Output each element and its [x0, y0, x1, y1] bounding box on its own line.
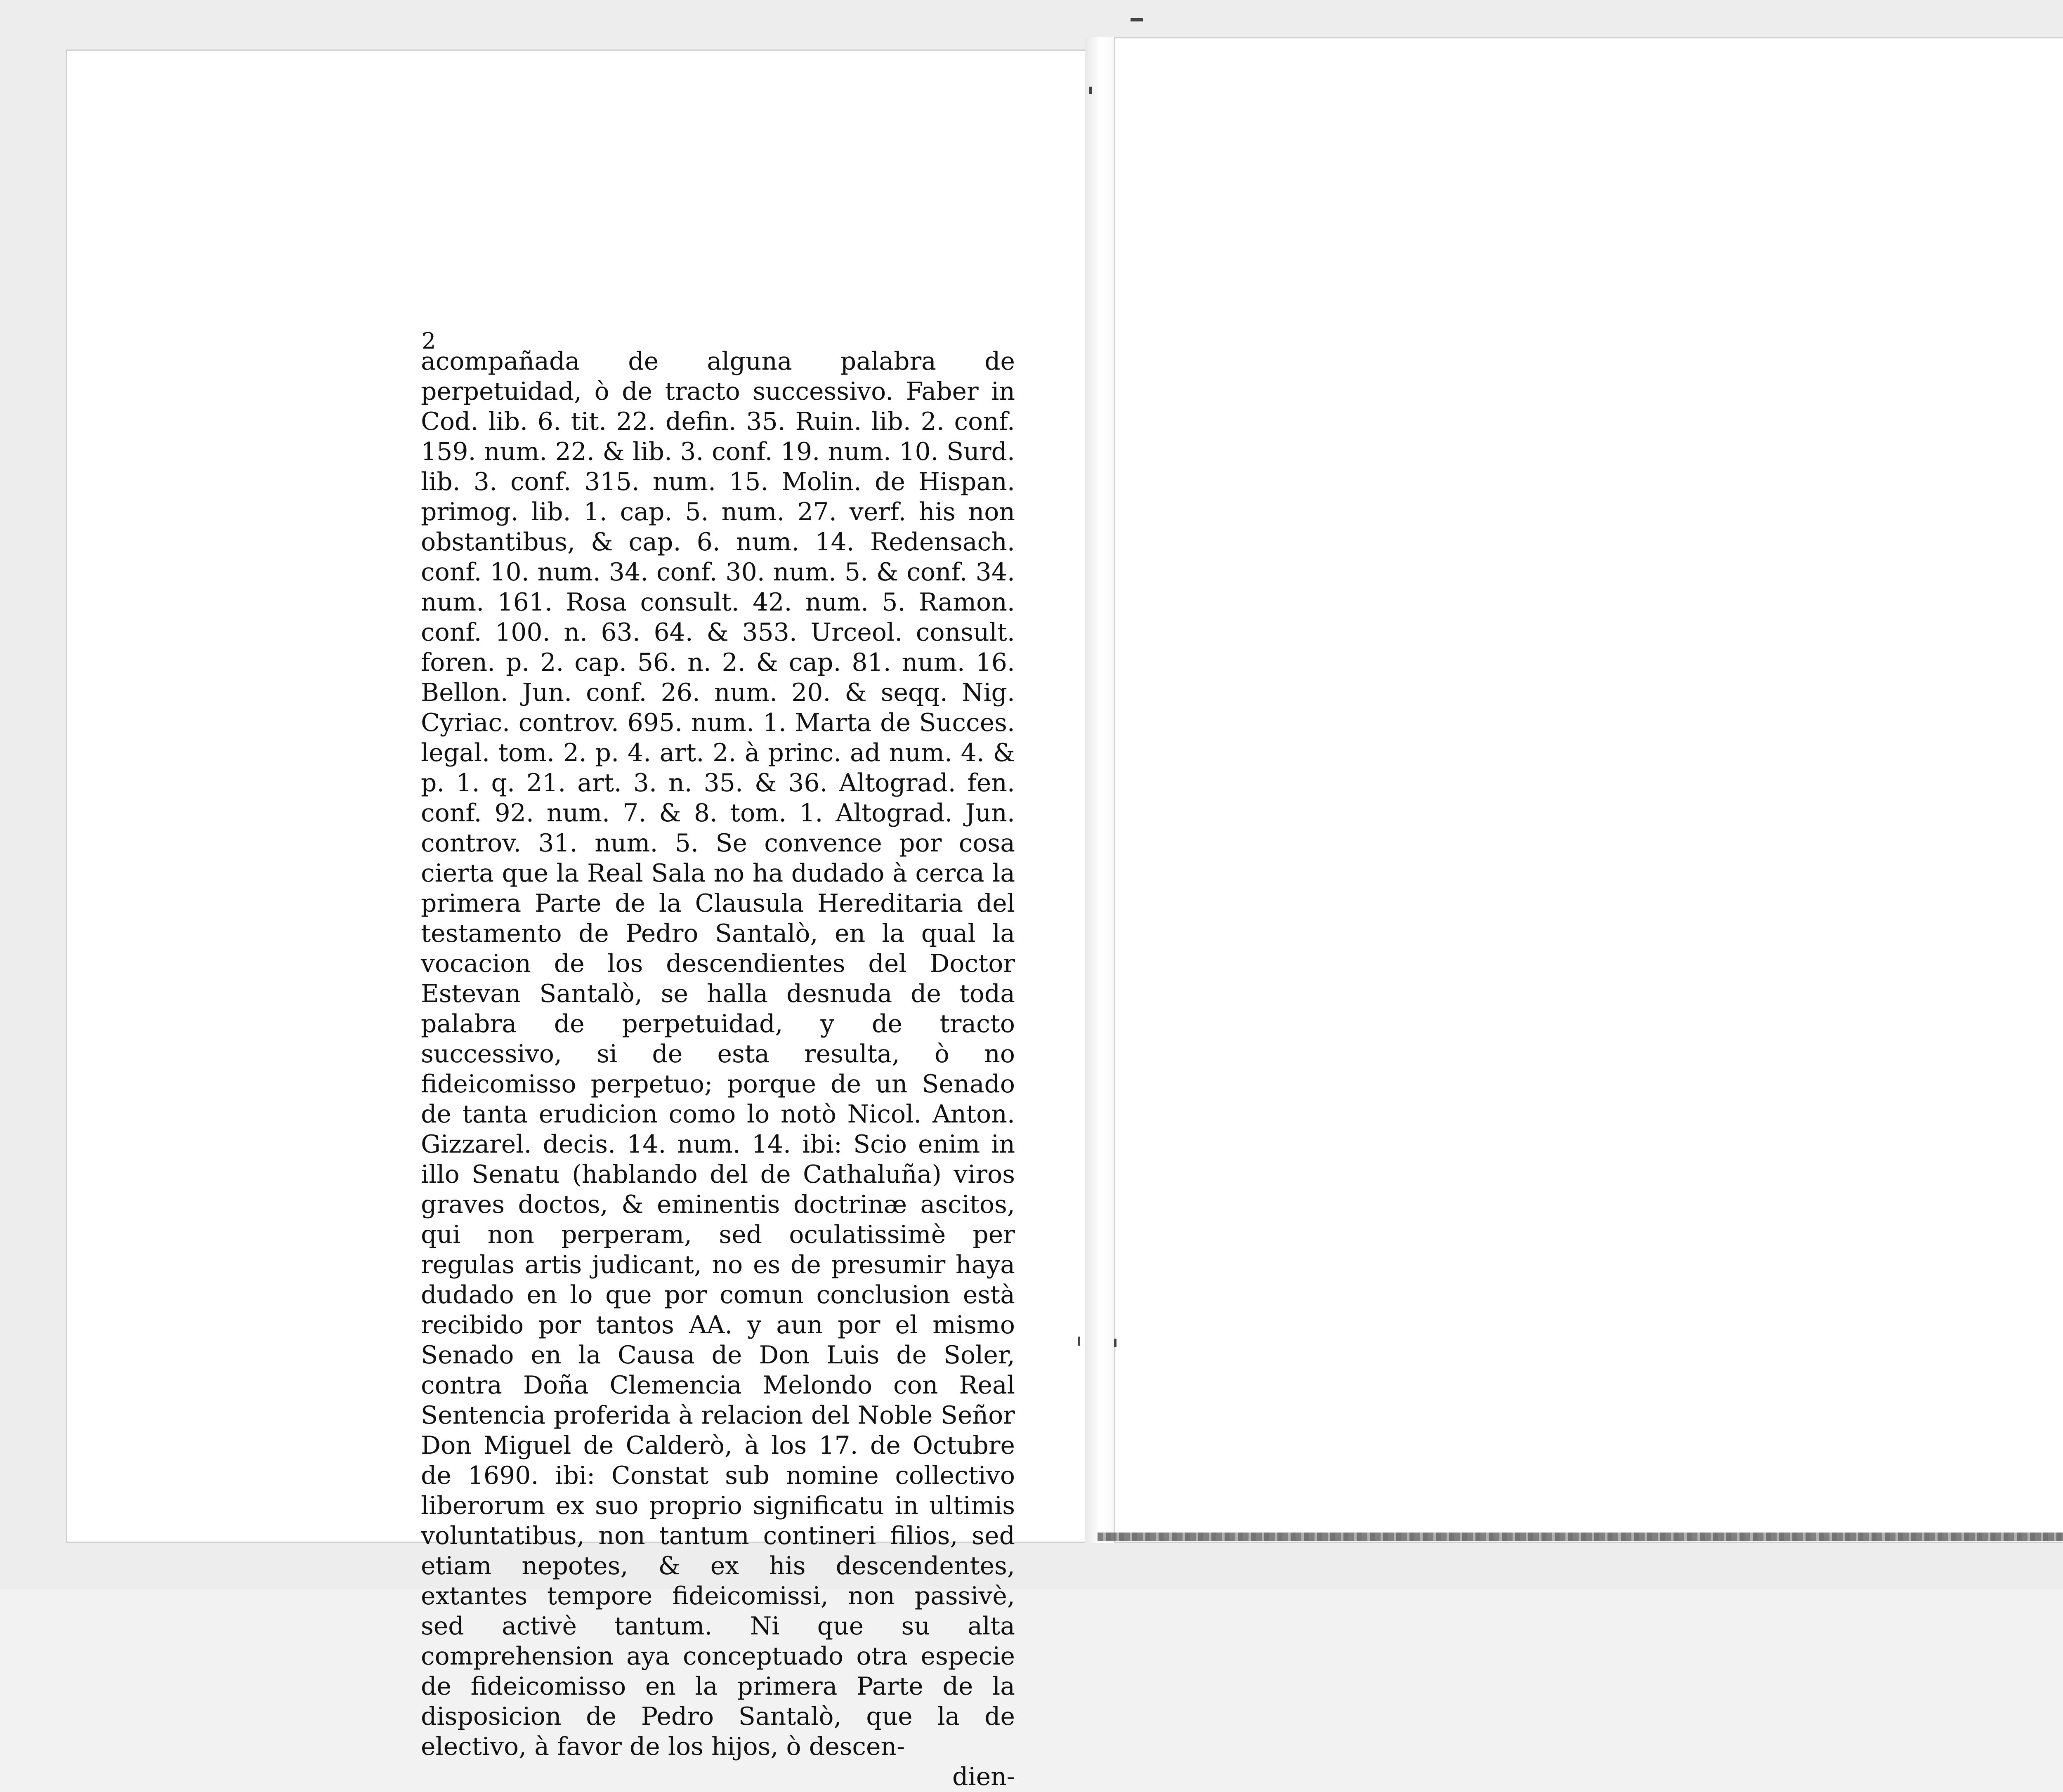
gutter-mark: [1078, 1337, 1080, 1346]
top-mark: [1131, 18, 1143, 21]
left-text-block: [421, 347, 1015, 1792]
left-page: [66, 50, 1089, 1791]
gutter-mark: [1114, 1339, 1116, 1347]
gutter-mark: [1089, 87, 1092, 94]
left-page-number: 2: [422, 328, 436, 354]
right-page: [1114, 37, 2063, 1543]
left-catchword: dien-: [952, 1762, 1015, 1791]
page-edge-bottom: [1098, 1533, 2063, 1541]
left-paragraph: acompañada de alguna palabra de perpetuidad, ò de tracto successivo. Faber in Cod. lib. 6. tit. 22. defin. 35. Ruin. lib. 2. conf. 159. num. 22. & lib. 3. conf. 19. num. 10. Surd. lib. 3. conf. 315. num. 15. Molin. de Hispan. primog. lib. 1. cap. 5. num. 27. verf. his non obstantibus, & cap. 6. num. 14. Redensach. conf. 10. num. 34. conf. 30. num. 5. & conf. 34. num. 161. Rosa consult. 42. num. 5. Ramon. conf. 100. n. 63. 64. & 353. Urceol. consult. foren. p. 2. cap. 56. n. 2. & cap. 81. num. 16. Bellon. Jun. conf. 26. num. 20. & seqq. Nig. Cyriac. controv. 695. num. 1. Marta de Succes. legal. tom. 2. p. 4. art. 2. à princ. ad num. 4. & p. 1. q. 21. art. 3. n. 35. & 36. Altograd. fen. conf. 92. num. 7. & 8. tom. 1. Altograd. Jun. controv. 31. num. 5. Se convence por cosa cierta que la Real Sala no ha dudado à cerca la primera Parte de la Clausula Hereditaria del testamento de Pedro Santalò, en la qual la vocacion de los descendientes del Doctor Estevan Santalò, se halla desnuda de toda palabra de perpetuidad, y de tracto successivo, si de esta resulta, ò no fideicomisso perpetuo; porque de un Senado de tanta erudicion como lo notò Nicol. Anton. Gizzarel. decis. 14. num. 14. ibi: Scio enim in illo Senatu (hablando del de Cathaluña) viros graves doctos, & eminentis doctrinæ ascitos, qui non perperam, sed oculatissimè per regulas artis judicant, no es de presumir haya dudado en lo que por comun conclusion està recibido por tantos AA. y aun por el mismo Senado en la Causa de Don Luis de Soler, contra Doña Clemencia Melondo con Real Sentencia proferida à relacion del Noble Señor Don Miguel de Calderò, à los 17. de Octubre de 1690. ibi: Constat sub nomine collectivo liberorum ex suo proprio significatu in ultimis voluntatibus, non tantum contineri filios, sed etiam nepotes, & ex his descendentes, extantes tempore fideicomissi, non passivè, sed activè tantum. Ni que su alta comprehension aya conceptuado otra especie de fideicomisso en la primera Parte de la disposicion de Pedro Santalò, que la de electivo, à favor de los hijos, ò descen-: [421, 347, 1015, 1761]
